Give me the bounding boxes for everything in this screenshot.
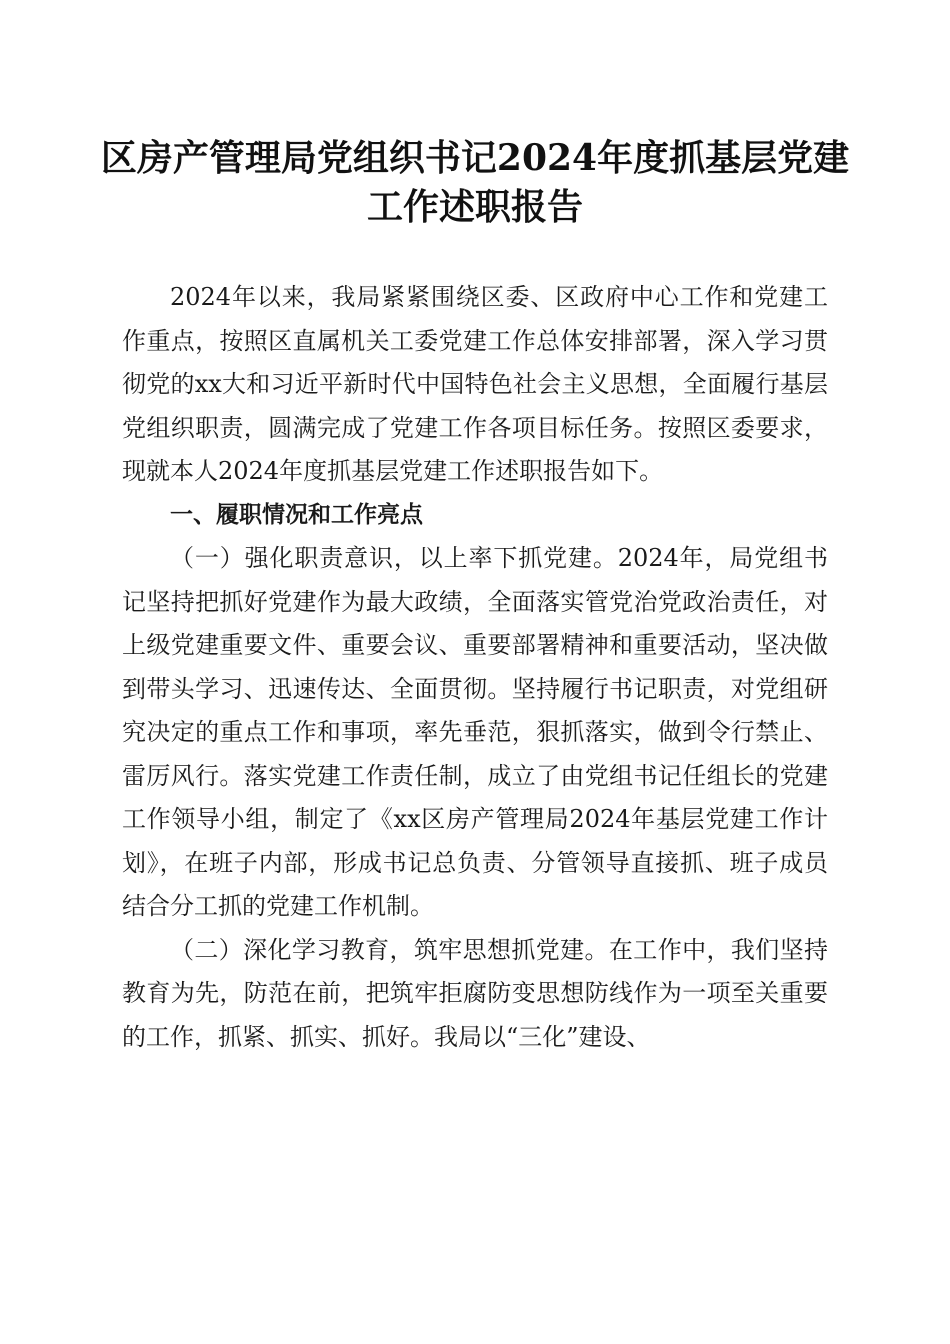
body-paragraph: （二）深化学习教育，筑牢思想抓党建。在工作中，我们坚持教育为先，防范在前，把筑牢拒腐防变思想防线作为一项至关重要的工作，抓紧、抓实、抓好。我局以“三化”建设、 [122, 935, 828, 1051]
document-body [122, 276, 828, 1059]
document-title: 区房产管理局党组织书记2024年度抓基层党建工作述职报告 [100, 137, 850, 228]
intro-paragraph: 2024年以来，我局紧紧围绕区委、区政府中心工作和党建工作重点，按照区直属机关工委党建工作总体安排部署，深入学习贯彻党的xx大和习近平新时代中国特色社会主义思想，全面履行基层党组织职责，圆满完成了党建工作各项目标任务。按照区委要求，现就本人2024年度抓基层党建工作述职报告如下。 [122, 283, 828, 485]
body-paragraph: （一）强化职责意识，以上率下抓党建。2024年，局党组书记坚持把抓好党建作为最大政绩，全面落实管党治党政治责任，对上级党建重要文件、重要会议、重要部署精神和重要活动，坚决做到带头学习、迅速传达、全面贯彻。坚持履行书记职责，对党组研究决定的重点工作和事项，率先垂范，狠抓落实，做到令行禁止、雷厉风行。落实党建工作责任制，成立了由党组书记任组长的党建工作领导小组，制定了《xx区房产管理局2024年基层党建工作计划》，在班子内部，形成书记总负责、分管领导直接抓、班子成员结合分工抓的党建工作机制。 [122, 544, 828, 920]
section-heading: 一、履职情况和工作亮点 [170, 501, 423, 528]
